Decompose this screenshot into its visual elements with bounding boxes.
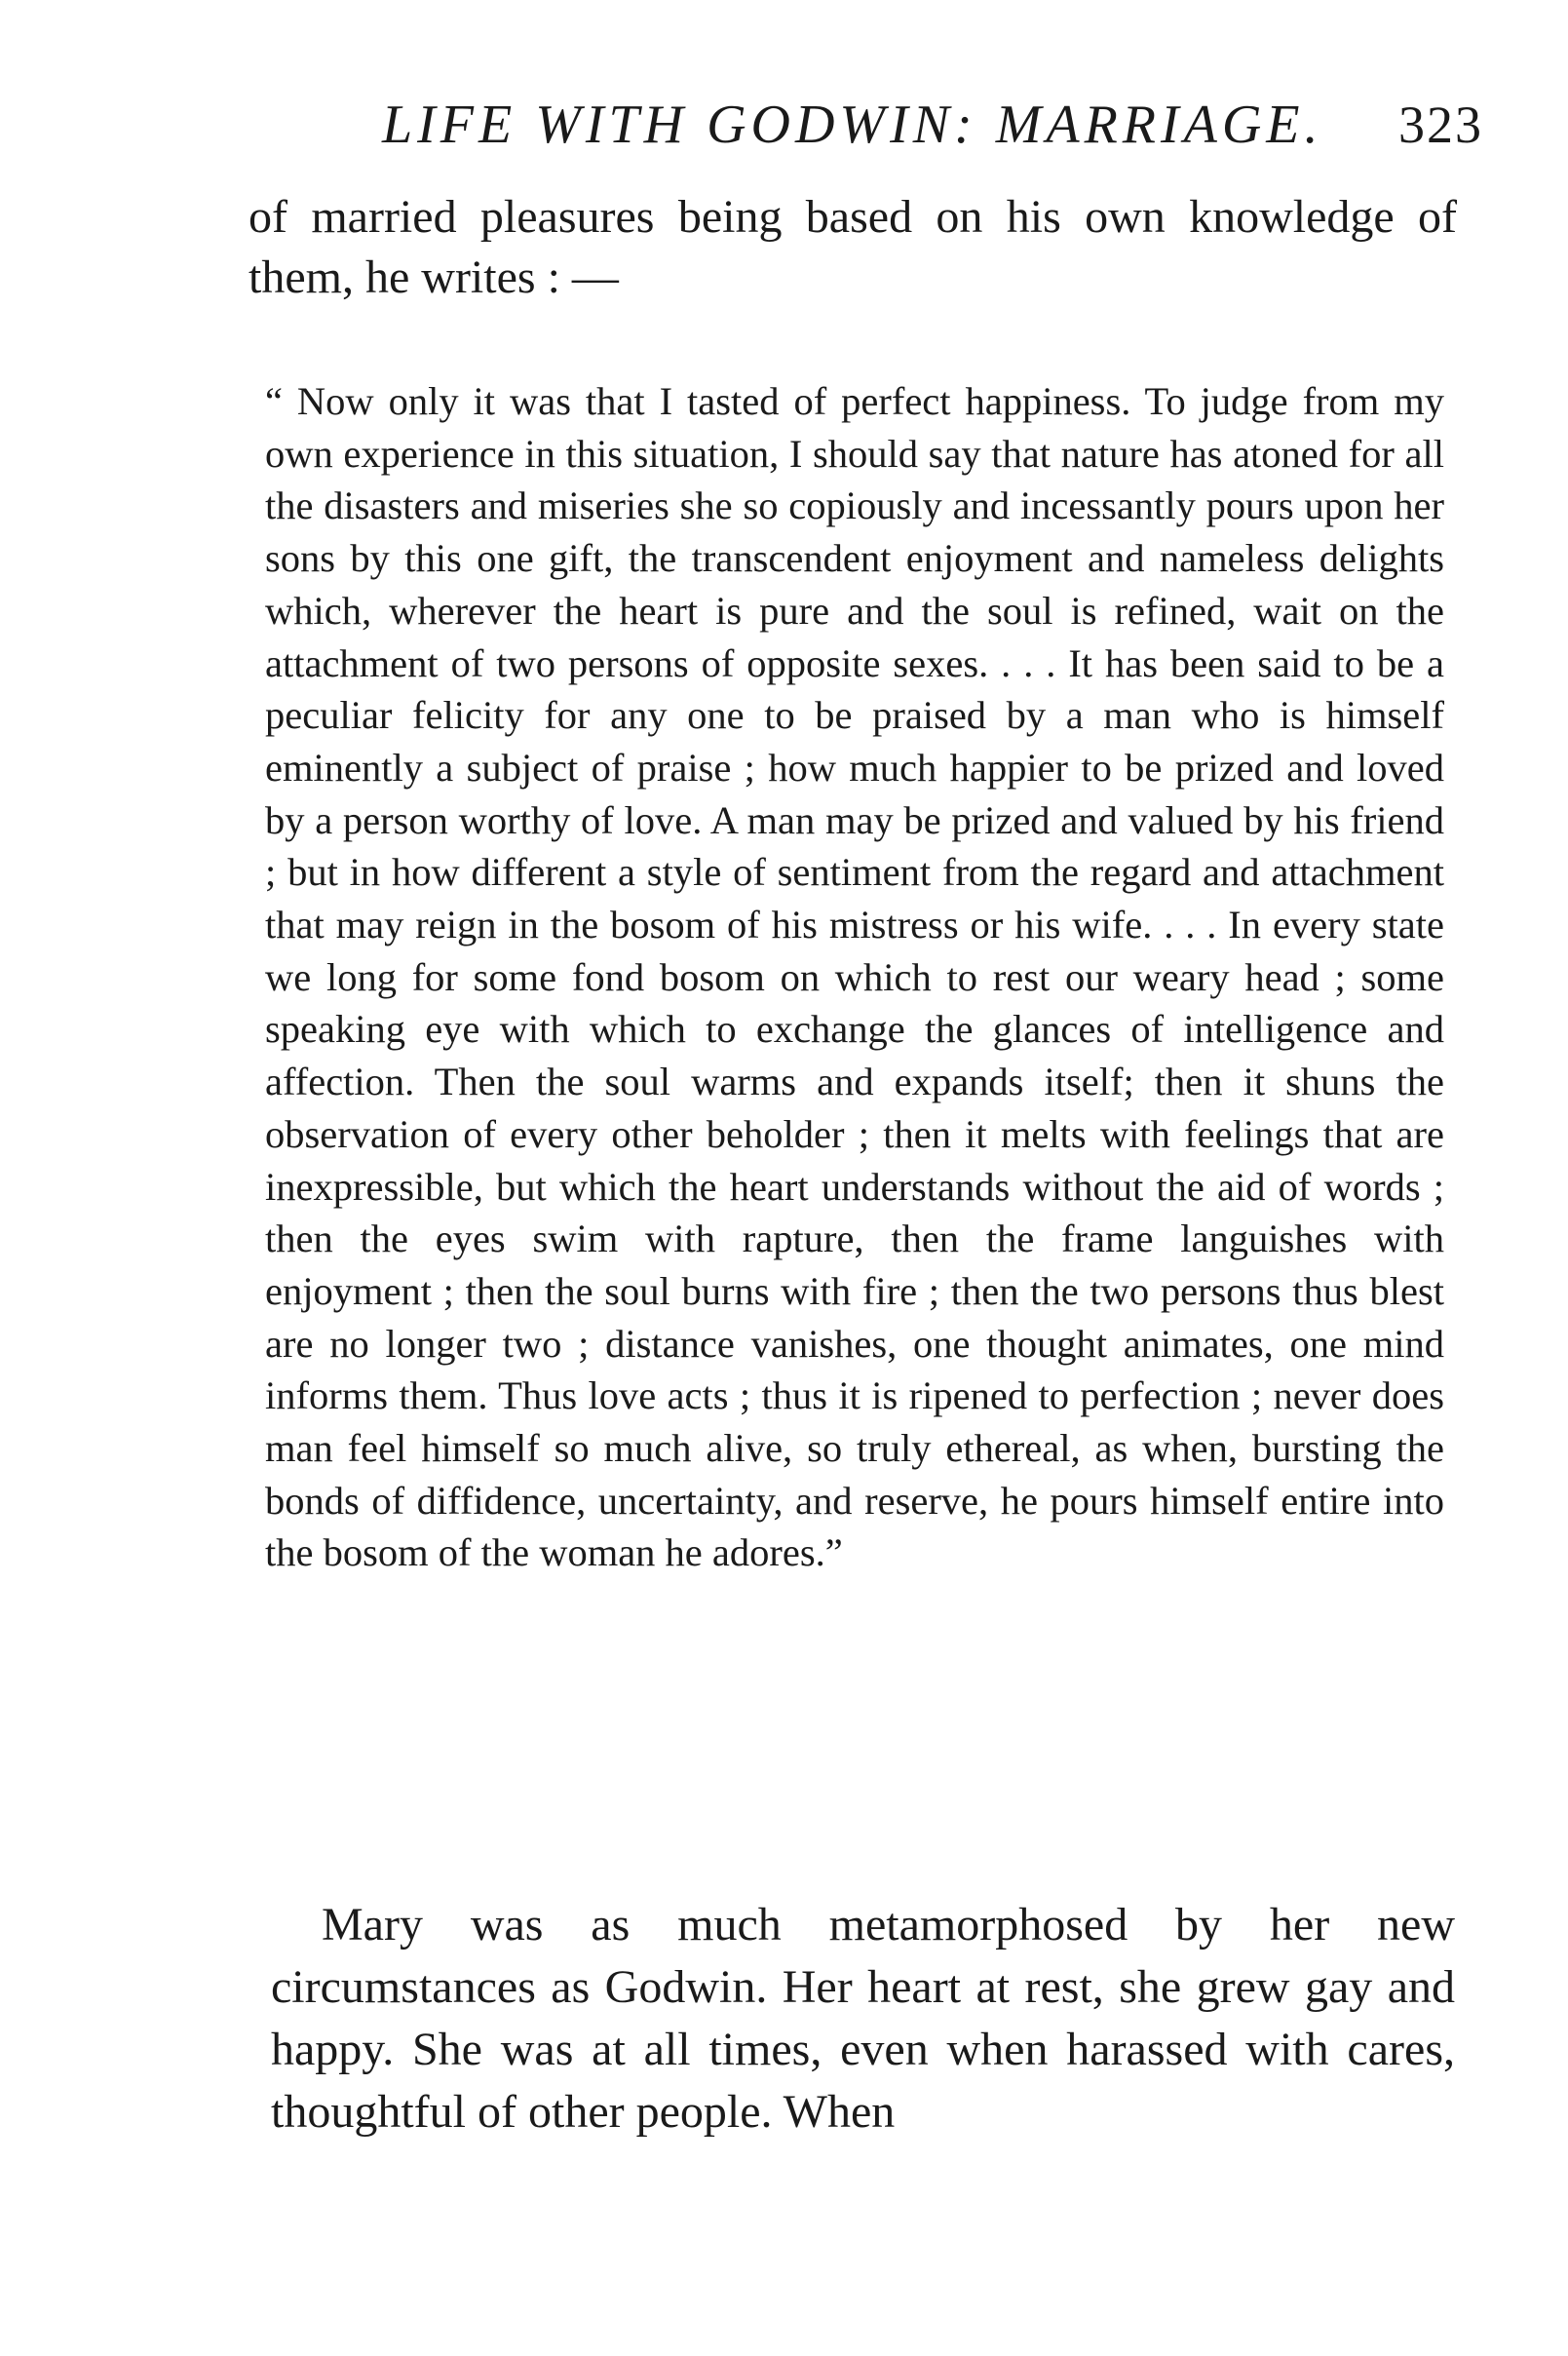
running-head: [382, 86, 1483, 164]
closing-paragraph: Mary was as much metamorphosed by her new circumstances as Godwin. Her heart at rest, she grew gay and happy. She was at all times, even when harassed with cares, thoughtful of other people. When: [271, 1899, 1455, 2138]
running-title: LIFE WITH GODWIN: MARRIAGE.: [382, 95, 1323, 155]
quotation-block: “ Now only it was that I tasted of perfect happiness. To judge from my own experience in this situation, I should say that nature has atoned for all the disasters and miseries she so copiously and incessantly pours upon her sons by this one gift, the transcendent enjoyment and nameless delights which, wherever the heart is pure and the soul is refined, wait on the attachment of two persons of opposite sexes. . . . It has been said to be a peculiar felicity for any one to be praised by a man who is himself eminently a subject of praise ; how much happier to be prized and loved by a person worthy of love. A man may be prized and valued by his friend ; but in how different a style of sentiment from the regard and attachment that may reign in the bosom of his mistress or his wife. . . . In every state we long for some fond bosom on which to rest our weary head ; some speaking eye with which to exchange the glances of intelligence and affection. Then the soul warms and expands itself; then it shuns the observation of every other beholder ; then it melts with feelings that are inexpressible, but which the heart understands without the aid of words ; then the eyes swim with rapture, then the frame languishes with enjoyment ; then the soul burns with fire ; then the two persons thus blest are no longer two ; distance vanishes, one thought animates, one mind informs them. Thus love acts ; thus it is ripened to perfection ; never does man feel himself so much alive, so truly ethereal, as when, bursting the bonds of diffidence, uncertainty, and reserve, he pours himself entire into the bosom of the woman he adores.”: [265, 379, 1444, 1575]
intro-paragraph: of married pleasures being based on his own knowledge of them, he writes : —: [249, 191, 1457, 303]
page-number: 323: [1398, 96, 1483, 154]
